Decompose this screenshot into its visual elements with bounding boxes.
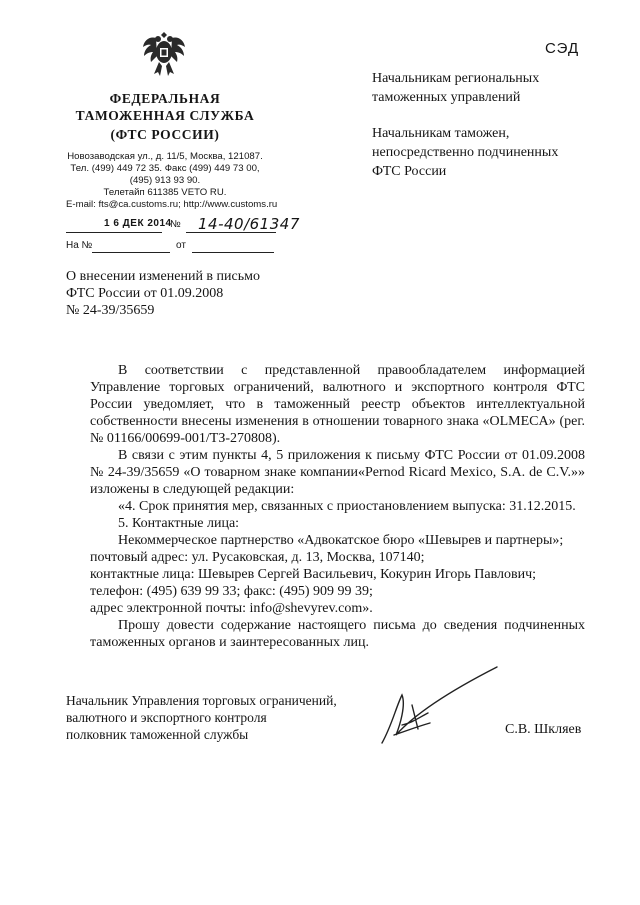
signatory-title-line3: полковник таможенной службы — [66, 727, 249, 742]
addressee-regional-line1: Начальникам региональных — [372, 71, 540, 86]
org-name-line2: ТАМОЖЕННАЯ СЛУЖБА — [75, 108, 255, 123]
addressee-customs-line2: непосредственно подчиненных — [372, 145, 559, 160]
handwritten-signature — [372, 665, 502, 750]
body-paragraph-2: В связи с этим пункты 4, 5 приложения к письму ФТС России от 01.09.2008 № 24-39/35659 «О товарном знаке компании«Pernod Ricard Mexico, S.A. de C.V.»» изложены в следующей редакции: — [90, 448, 585, 497]
body-paragraph-1: В соответствии с представленной правообладателем информацией Управление торговых ограничений, валютного и экспортного контроля ФТС России уведомляет, что в таможенный реестр объектов интеллектуальной собственности внесены изменения в отношении товарного знака «OLMECA» (рег. № 01166/00699-001/ТЗ-270808). — [90, 363, 585, 446]
sed-mark: СЭД — [545, 40, 580, 57]
registration-date: 1 6 ДЕК 2014 — [104, 218, 172, 229]
org-name-line1: ФЕДЕРАЛЬНАЯ — [109, 91, 221, 106]
registration-number: 14-40/61347 — [198, 215, 300, 233]
contact-postal-address: почтовый адрес: ул. Русаковская, д. 13, Москва, 107140; — [90, 550, 425, 565]
body-item-5: 5. Контактные лица: — [118, 516, 240, 531]
subject-line2: ФТС России от 01.09.2008 — [66, 286, 224, 301]
letter-body — [90, 362, 585, 651]
addressee-customs-line3: ФТС России — [372, 164, 447, 179]
org-abbreviation: (ФТС РОССИИ) — [110, 127, 220, 142]
org-address: Новозаводская ул., д. 11/5, Москва, 121087. — [67, 151, 263, 162]
addressee-regional-line2: таможенных управлений — [372, 90, 521, 105]
signatory-title-line2: валютного и экспортного контроля — [66, 710, 267, 725]
contact-persons: контактные лица: Шевырев Сергей Васильевич, Кокурин Игорь Павлович; — [90, 567, 537, 582]
registration-number-label: № — [170, 219, 181, 230]
reference-from-label: от — [176, 240, 186, 251]
addressee-customs-line1: Начальникам таможен, — [372, 126, 510, 141]
coat-of-arms-emblem — [142, 28, 186, 80]
signatory-title-line1: Начальник Управления торговых ограничений, — [66, 693, 337, 708]
contact-phone-fax: телефон: (495) 639 99 33; факс: (495) 909 99 39; — [90, 584, 373, 599]
org-phone-fax: Тел. (499) 449 72 35. Факс (499) 449 73 00, — [70, 163, 260, 174]
closing-paragraph: Прошу довести содержание настоящего письма до сведения подчиненных таможенных органов и заинтересованных лиц. — [90, 618, 585, 650]
signatory-name: С.В. Шкляев — [505, 722, 582, 737]
reference-label: На № — [66, 240, 93, 251]
contact-organization: Некоммерческое партнерство «Адвокатское бюро «Шевырев и партнеры»; — [118, 533, 564, 548]
subject-line3: № 24-39/35659 — [66, 303, 155, 318]
body-item-4: «4. Срок принятия мер, связанных с приостановлением выпуска: 31.12.2015. — [118, 499, 576, 514]
subject-line1: О внесении изменений в письмо — [66, 269, 260, 284]
org-teletype: Телетайп 611385 VETO RU. — [103, 187, 227, 198]
org-email-web: E-mail: fts@ca.customs.ru; http://www.customs.ru — [66, 199, 278, 210]
org-phone-extra: (495) 913 93 90. — [129, 175, 201, 186]
contact-email: адрес электронной почты: info@shevyrev.com». — [90, 601, 373, 616]
